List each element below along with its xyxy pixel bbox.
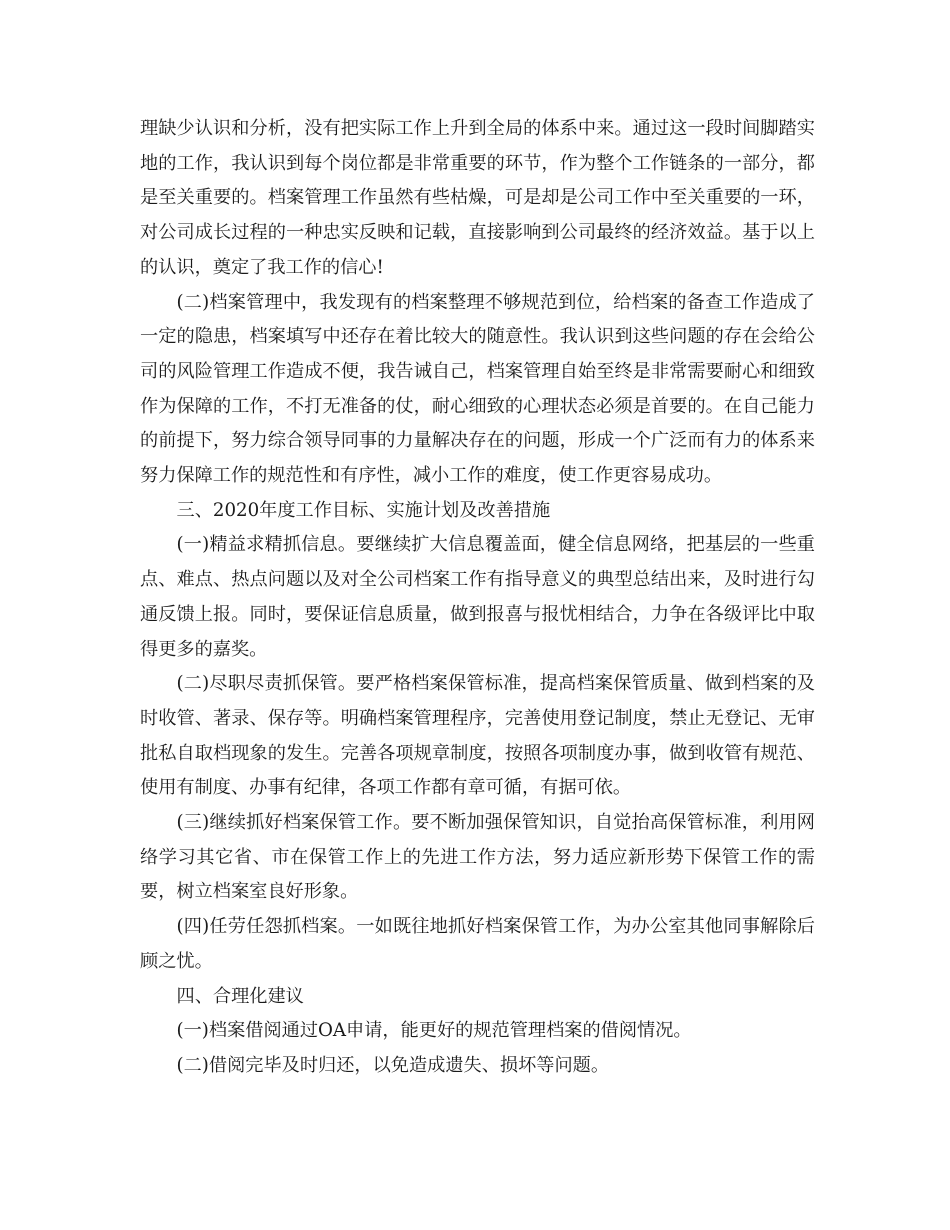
paragraph-item-3-custody-work: (三)继续抓好档案保管工作。要不断加强保管知识，自觉抬高保管标准，利用网络学习其它省、市在保管工作上的先进工作方法，努力适应新形势下保管工作的需要，树立档案室良好形象。 (140, 812, 815, 903)
suggestion-item-1: (一)档案借阅通过OA申请，能更好的规范管理档案的借阅情况。 (176, 1020, 692, 1042)
section-heading-4: 四、合理化建议 (176, 985, 304, 1007)
paragraph-item-1-information: (一)精益求精抓信息。要继续扩大信息覆盖面，健全信息网络，把基层的一些重点、难点、热点问题以及对全公司档案工作有指导意义的典型总结出来，及时进行勾通反馈上报。同时，要保证信息质量，做到报喜与报忧相结合，力争在各级评比中取得更多的嘉奖。 (140, 534, 815, 660)
paragraph-item-2-archive-issues: (二)档案管理中，我发现有的档案整理不够规范到位，给档案的备查工作造成了一定的隐患，档案填写中还存在着比较大的随意性。我认识到这些问题的存在会给公司的风险管理工作造成不便，我告诫自己，档案管理自始至终是非常需要耐心和细致作为保障的工作，不打无准备的仗，耐心细致的心理状态必须是首要的。在自己能力的前提下，努力综合领导同事的力量解决存在的问题，形成一个广泛而有力的体系来努力保障工作的规范性和有序性，减小工作的难度，使工作更容易成功。 (140, 291, 815, 487)
document-body (140, 112, 815, 1084)
paragraph-continued: 理缺少认识和分析，没有把实际工作上升到全局的体系中来。通过这一段时间脚踏实地的工作，我认识到每个岗位都是非常重要的环节，作为整个工作链条的一部分，都是至关重要的。档案管理工作虽然有些枯燥，可是却是公司工作中至关重要的一环，对公司成长过程的一种忠实反映和记载，直接影响到公司最终的经济效益。基于以上的认识，奠定了我工作的信心! (140, 118, 815, 278)
paragraph-item-2-custody: (二)尽职尽责抓保管。要严格档案保管标准，提高档案保管质量、做到档案的及时收管、著录、保存等。明确档案管理程序，完善使用登记制度，禁止无登记、无审批私自取档现象的发生。完善各项规章制度，按照各项制度办事，做到收管有规范、使用有制度、办事有纪律，各项工作都有章可循，有据可依。 (140, 673, 815, 799)
suggestion-item-2: (二)借阅完毕及时归还，以免造成遗失、损坏等问题。 (176, 1054, 610, 1076)
paragraph-item-4-archives: (四)任劳任怨抓档案。一如既往地抓好档案保管工作，为办公室其他同事解除后顾之忧。 (140, 916, 815, 972)
section-heading-3: 三、2020年度工作目标、实施计划及改善措施 (176, 499, 551, 521)
